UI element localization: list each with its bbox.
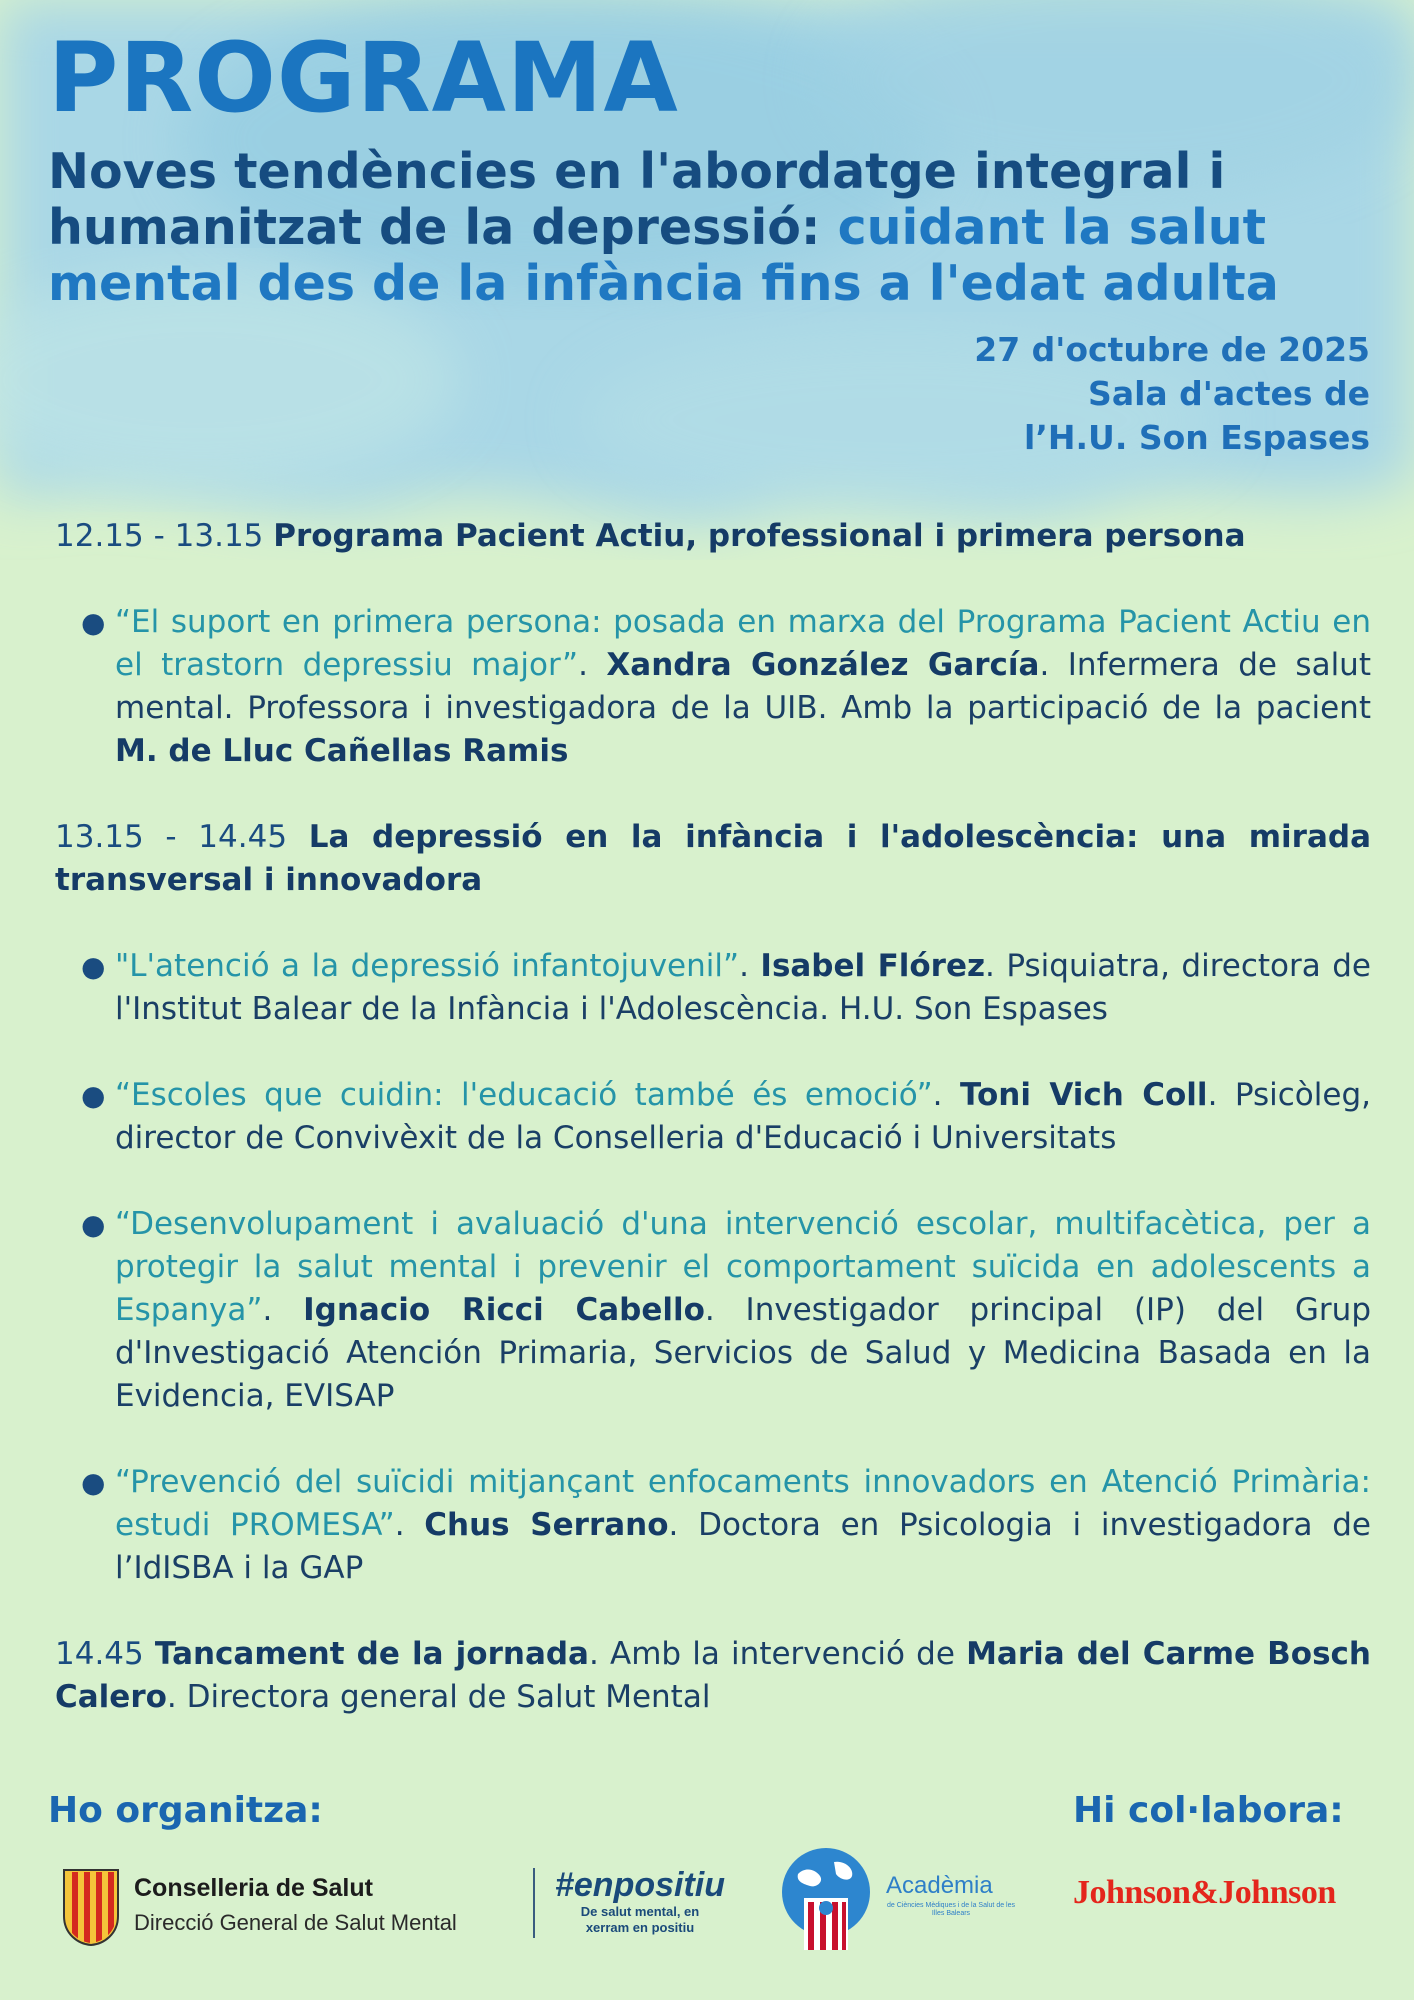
talk-separator: . (578, 647, 607, 683)
event-venue-line1: Sala d'actes de (1088, 374, 1370, 413)
talk-title: “Desenvolupament i avaluació d'una intervenció escolar, multifacètica, per a protegir la salut mental i prevenir el comportament suïcida en adolescents a Espanya” (115, 1206, 1371, 1328)
conselleria-department: Direcció General de Salut Mental (134, 1910, 457, 1935)
session-title: La depressió en la infància i l'adolescència: una mirada transversal i innovadora (55, 819, 1371, 898)
program-schedule (55, 515, 1371, 1762)
talk-separator: . (262, 1292, 304, 1328)
bullet-icon: ● (81, 1079, 106, 1112)
talk-list (55, 945, 1371, 1590)
talk-item (81, 1461, 1371, 1590)
talk-title: "L'atenció a la depressió infantojuvenil” (115, 948, 740, 984)
academia-subtitle: de Ciències Mèdiques i de la Salut de les Illes Balears (886, 1902, 1016, 1917)
session-title: Programa Pacient Actiu, professional i primera persona (273, 518, 1246, 554)
conselleria-logo (62, 1868, 482, 1948)
closing-title: Tancament de la jornada (154, 1636, 589, 1672)
logo-divider (533, 1868, 535, 1938)
session-time: 12.15 - 13.15 (55, 518, 274, 554)
enpositiu-hashtag: #enpositiu (554, 1866, 726, 1904)
closing-description: . Directora general de Salut Mental (166, 1679, 711, 1715)
talk-description: . Psicòleg, director de Convivèxit de la Conselleria d'Educació i Universitats (115, 1077, 1371, 1156)
talk-speaker: Xandra González García (606, 647, 1040, 683)
closing-session (55, 1633, 1371, 1719)
enpositiu-logo (545, 1866, 735, 1936)
balearic-shield-icon (62, 1868, 120, 1946)
talk-speaker: Ignacio Ricci Cabello (303, 1292, 705, 1328)
collaborator-label: Hi col·labora: (1073, 1790, 1344, 1831)
conselleria-name: Conselleria de Salut (134, 1874, 373, 1902)
globe-logo-icon (780, 1846, 872, 1954)
session-heading (55, 816, 1371, 902)
talk-description: . Infermera de salut mental. Professora i investigadora de la UIB. Amb la participació de la pacient (115, 647, 1371, 726)
academia-logo (780, 1846, 1020, 1956)
talk-title: “Escoles que cuidin: l'educació també és emoció” (115, 1077, 933, 1113)
subtitle-accent: cuidant la salut mental des de la infància fins a l'edat adulta (48, 199, 1279, 312)
talk-description: . Doctora en Psicologia i investigadora de l’IdISBA i la GAP (115, 1507, 1371, 1586)
talk-separator: . (932, 1077, 960, 1113)
organizer-label: Ho organitza: (48, 1790, 323, 1831)
talk-participant: M. de Lluc Cañellas Ramis (115, 733, 569, 769)
talk-list (55, 601, 1371, 773)
page-title: PROGRAMA (48, 22, 679, 134)
johnson-johnson-logo: Johnson&Johnson (1073, 1874, 1336, 1911)
closing-text: . Amb la intervenció de (588, 1636, 967, 1672)
bullet-icon: ● (81, 606, 106, 639)
event-info (974, 328, 1370, 460)
talk-item (81, 945, 1371, 1031)
subtitle-main: Noves tendències en l'abordatge integral i humanitzat de la depressió: (48, 143, 1226, 256)
closing-time: 14.45 (55, 1636, 155, 1672)
academia-name: Acadèmia (886, 1872, 993, 1899)
bullet-icon: ● (81, 1466, 106, 1499)
event-date: 27 d'octubre de 2025 (974, 330, 1370, 369)
talk-item (81, 1074, 1371, 1160)
event-venue-line2: l’H.U. Son Espases (1024, 418, 1370, 457)
talk-speaker: Chus Serrano (424, 1507, 669, 1543)
talk-speaker: Isabel Flórez (760, 948, 986, 984)
bullet-icon: ● (81, 950, 106, 983)
bullet-icon: ● (81, 1208, 106, 1241)
talk-item (81, 1203, 1372, 1418)
talk-description: . Investigador principal (IP) del Grup d'Investigació Atención Primaria, Servicios de Salud y Medicina Basada en la Evidencia, EVISAP (115, 1292, 1372, 1414)
talk-separator: . (739, 948, 761, 984)
talk-separator: . (394, 1507, 425, 1543)
talk-title: “El suport en primera persona: posada en marxa del Programa Pacient Actiu en el trastorn depressiu major” (115, 604, 1371, 683)
talk-item (81, 601, 1371, 773)
talk-description: . Psiquiatra, directora de l'Institut Balear de la Infància i l'Adolescència. H.U. Son Espases (115, 948, 1371, 1027)
closing-speaker: Maria del Carme Bosch Calero (55, 1636, 1371, 1715)
enpositiu-tagline-2: xerram en positiu (585, 1920, 695, 1935)
event-subtitle (48, 144, 1378, 312)
session-time: 13.15 - 14.45 (55, 819, 309, 855)
talk-title: “Prevenció del suïcidi mitjançant enfocaments innovadors en Atenció Primària: estudi PROMESA” (115, 1464, 1371, 1543)
talk-speaker: Toni Vich Coll (959, 1077, 1208, 1113)
enpositiu-tagline-1: De salut mental, en (580, 1904, 700, 1919)
session-heading (55, 515, 1371, 558)
